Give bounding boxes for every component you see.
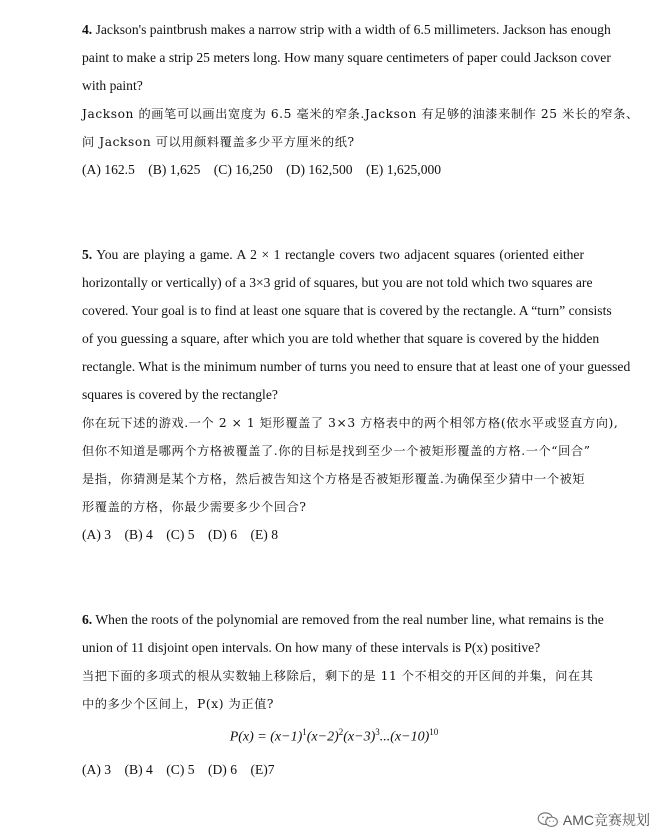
polynomial-formula: $P(x) = (x-1)^1(x-2)^2(x-3)^3...(x-10)^{10}$ [229,727,439,745]
question-6 [82,606,604,718]
q6-en-line-1: 6. When the roots of the polynomial are removed from the real number line, what remains is the [82,612,604,627]
question-5 [82,241,631,549]
q6-choice-e: (E)7 [250,762,275,777]
q5-cn-line-3: 是指，你猜测是某个方格，然后被告知这个方格是否被矩形覆盖.为确保至少猜中一个被矩 [82,472,586,486]
q5-cn-line-4: 形覆盖的方格，你最少需要多少个回合? [82,500,307,514]
q6-en-line-2: union of 11 disjoint open intervals. On how many of these intervals is P(x) positive? [82,640,541,655]
q6-choice-d: (D) 6 [207,762,238,777]
q5-choice-d: (D) 6 [207,527,238,542]
q4-en-line-2: paint to make a strip 25 meters long. How many square centimeters of paper could Jackson cover [82,50,611,65]
q6-cn-line-1: 当把下面的多项式的根从实数轴上移除后，剩下的是 11 个不相交的开区间的并集，问在其 [82,669,594,683]
q5-en-line-2: horizontally or vertically) of a 3×3 grid of squares, but you are not told which two squares are [82,275,593,290]
q5-choice-a: (A) 3 [82,527,112,542]
q6-choice-b: (B) 4 [124,762,153,777]
q5-choice-b: (B) 4 [124,527,153,542]
q4-choice-c: (C) 16,250 [213,162,273,177]
wechat-icon [537,812,559,828]
q4-en-line-3: with paint? [82,78,143,93]
q4-choice-b: (B) 1,625 [148,162,201,177]
q4-choice-e: (E) 1,625,000 [365,162,442,177]
q6-choices-wrap [82,756,584,784]
q4-choices [82,156,584,184]
q5-choice-e: (E) 8 [250,527,278,542]
q4-choice-d: (D) 162,500 [286,162,353,177]
q6-number: 6. [82,612,93,627]
q4-choice-a: (A) 162.5 [82,162,135,177]
q6-choices [82,756,584,784]
q4-cn-line-2: 问 Jackson 可以用颜料覆盖多少平方厘米的纸? [82,135,355,149]
q5-cn-line-2: 但你不知道是哪两个方格被覆盖了.你的目标是找到至少一个被矩形覆盖的方格.一个“回合” [82,444,591,458]
question-4 [82,16,639,184]
q4-number: 4. [82,22,93,37]
q6-choice-c: (C) 5 [166,762,195,777]
q5-en-line-6: squares is covered by the rectangle? [82,387,278,402]
q5-en-line-1: 5. You are playing a game. A 2 × 1 rectangle covers two adjacent squares (oriented either [82,247,584,262]
q6-cn-line-2: 中的多少个区间上，P(x) 为正值? [82,697,275,711]
q5-en-line-4: of you guessing a square, after which you are told whether that square is covered by the hidden [82,331,600,346]
q4-en-line-1: 4. Jackson's paintbrush makes a narrow strip with a width of 6.5 millimeters. Jackson has enough [82,22,611,37]
q5-cn-line-1: 你在玩下述的游戏.一个 2 × 1 矩形覆盖了 3×3 方格表中的两个相邻方格(依水平或竖直方向), [82,416,619,430]
q5-choices [82,521,584,549]
q4-cn-line-1: Jackson 的画笔可以画出宽度为 6.5 毫米的窄条.Jackson 有足够的油漆来制作 25 米长的窄条、 [82,107,639,121]
q6-choice-a: (A) 3 [82,762,112,777]
q5-en-line-3: covered. Your goal is to find at least one square that is covered by the rectangle. A “turn” consists [82,303,612,318]
watermark [537,810,650,830]
q5-en-line-5: rectangle. What is the minimum number of turns you need to ensure that at least one of your guessed [82,359,631,374]
q5-choice-c: (C) 5 [166,527,195,542]
q5-number: 5. [82,247,93,262]
watermark-text: AMC竞赛规划 [562,812,650,828]
